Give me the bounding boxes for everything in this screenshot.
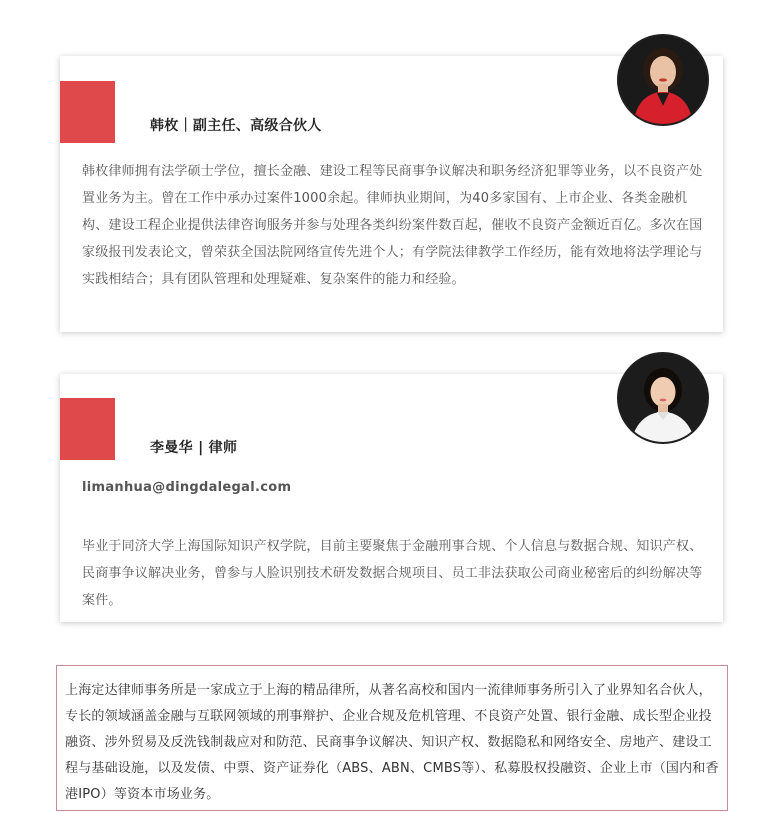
firm-intro-text: 上海定达律师事务所是一家成立于上海的精品律所，从著名高校和国内一流律师事务所引入了业界知名合伙人，专长的领域涵盖金融与互联网领域的刑事辩护、企业合规及危机管理、不良资产处置、银行金融、成长型企业投融资、涉外贸易及反洗钱制裁应对和防范、民商事争议解决、知识产权、数据隐私和网络安全、房地产、建设工程与基础设施，以及发债、中票、资产证券化（ABS、ABN、CMBS等）、私募股权投融资、企业上市（国内和香港IPO）等资本市场业务。 (65, 683, 719, 802)
portrait-photo-icon (619, 354, 707, 442)
profile-bio: 毕业于同济大学上海国际知识产权学院，目前主要聚焦于金融刑事合规、个人信息与数据合规、知识产权、民商事争议解决业务，曾参与人脸识别技术研发数据合规项目、员工非法获取公司商业秘密后的纠纷解决等案件。 (82, 539, 703, 608)
accent-block (60, 398, 115, 460)
firm-intro-box (56, 665, 728, 811)
avatar (617, 352, 709, 444)
profile-name-title: 韩枚｜副主任、高级合伙人 (150, 118, 322, 134)
profile-name-title: 李曼华 | 律师 (150, 440, 238, 456)
accent-block (60, 81, 115, 143)
profile-bio: 韩枚律师拥有法学硕士学位，擅长金融、建设工程等民商事争议解决和职务经济犯罪等业务，以不良资产处置业务为主。曾在工作中承办过案件1000余起。律师执业期间，为40多家国有、上市企业、各类金融机构、建设工程企业提供法律咨询服务并参与处理各类纠纷案件数百起，催收不良资产金额近百亿。多次在国家级报刊发表论文，曾荣获全国法院网络宣传先进个人；有学院法律教学工作经历，能有效地将法学理论与实践相结合；具有团队管理和处理疑难、复杂案件的能力和经验。 (82, 164, 703, 287)
portrait-photo-icon (619, 36, 707, 124)
avatar (617, 34, 709, 126)
profile-email[interactable]: limanhua@dingdalegal.com (82, 480, 292, 495)
